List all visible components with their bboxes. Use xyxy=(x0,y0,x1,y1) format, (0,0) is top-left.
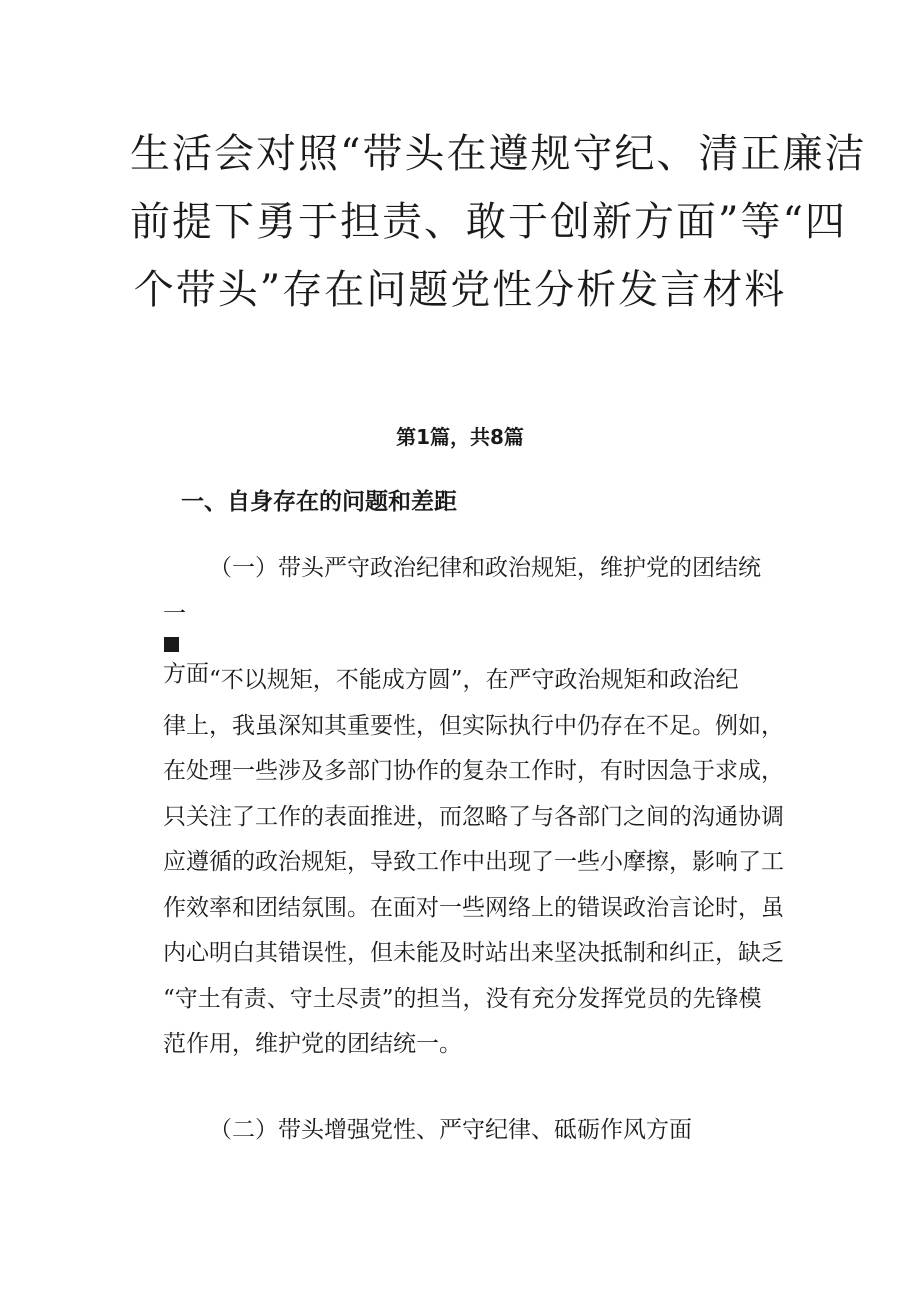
paragraph-line: 律上，我虽深知其重要性，但实际执行中仍存在不足。例如， xyxy=(163,712,784,739)
subsection-line-prefix: 一 xyxy=(163,600,186,627)
paragraph-line: 应遵循的政治规矩，导致工作中出现了一些小摩擦，影响了工 xyxy=(163,849,784,875)
paragraph-line: 内心明白其错误性，但未能及时站出来坚决抵制和纠正，缺乏 xyxy=(163,940,784,966)
subsection-line: （二）带头增强党性、严守纪律、砥砺作风方面 xyxy=(209,1117,692,1143)
black-square-icon xyxy=(164,637,179,652)
title-line: 生活会对照“带头在遵规守纪、清正廉洁 xyxy=(130,131,867,177)
subsection-line: （一）带头严守政治纪律和政治规矩，维护党的团结统 xyxy=(209,555,761,581)
subsection-line-suffix: 方面 xyxy=(163,661,209,687)
document-title xyxy=(130,120,867,324)
paragraph-line: “守土有责、守土尽责”的担当，没有充分发挥党员的先锋模 xyxy=(163,985,762,1012)
paragraph-line: 只关注了工作的表面推进，而忽略了与各部门之间的沟通协调 xyxy=(163,803,784,830)
article-counter: 第1篇，共8篇 xyxy=(396,425,524,449)
section-heading: 一、自身存在的问题和差距 xyxy=(181,489,457,515)
paragraph-line: “不以规矩，不能成方圆”，在严守政治规矩和政治纪 xyxy=(209,667,739,693)
subsection-heading-2 xyxy=(163,1108,803,1154)
paragraph-line: 在处理一些涉及多部门协作的复杂工作时，有时因急于求成， xyxy=(163,758,784,784)
paragraph-line: 作效率和团结氛围。在面对一些网络上的错误政治言论时，虽 xyxy=(163,894,784,921)
title-line: 个带头”存在问题党性分析发言材料 xyxy=(133,267,787,313)
title-line: 前提下勇于担责、敢于创新方面”等“四 xyxy=(130,199,847,245)
body-paragraph xyxy=(163,658,803,1068)
paragraph-line: 范作用，维护党的团结统一。 xyxy=(163,1031,462,1057)
